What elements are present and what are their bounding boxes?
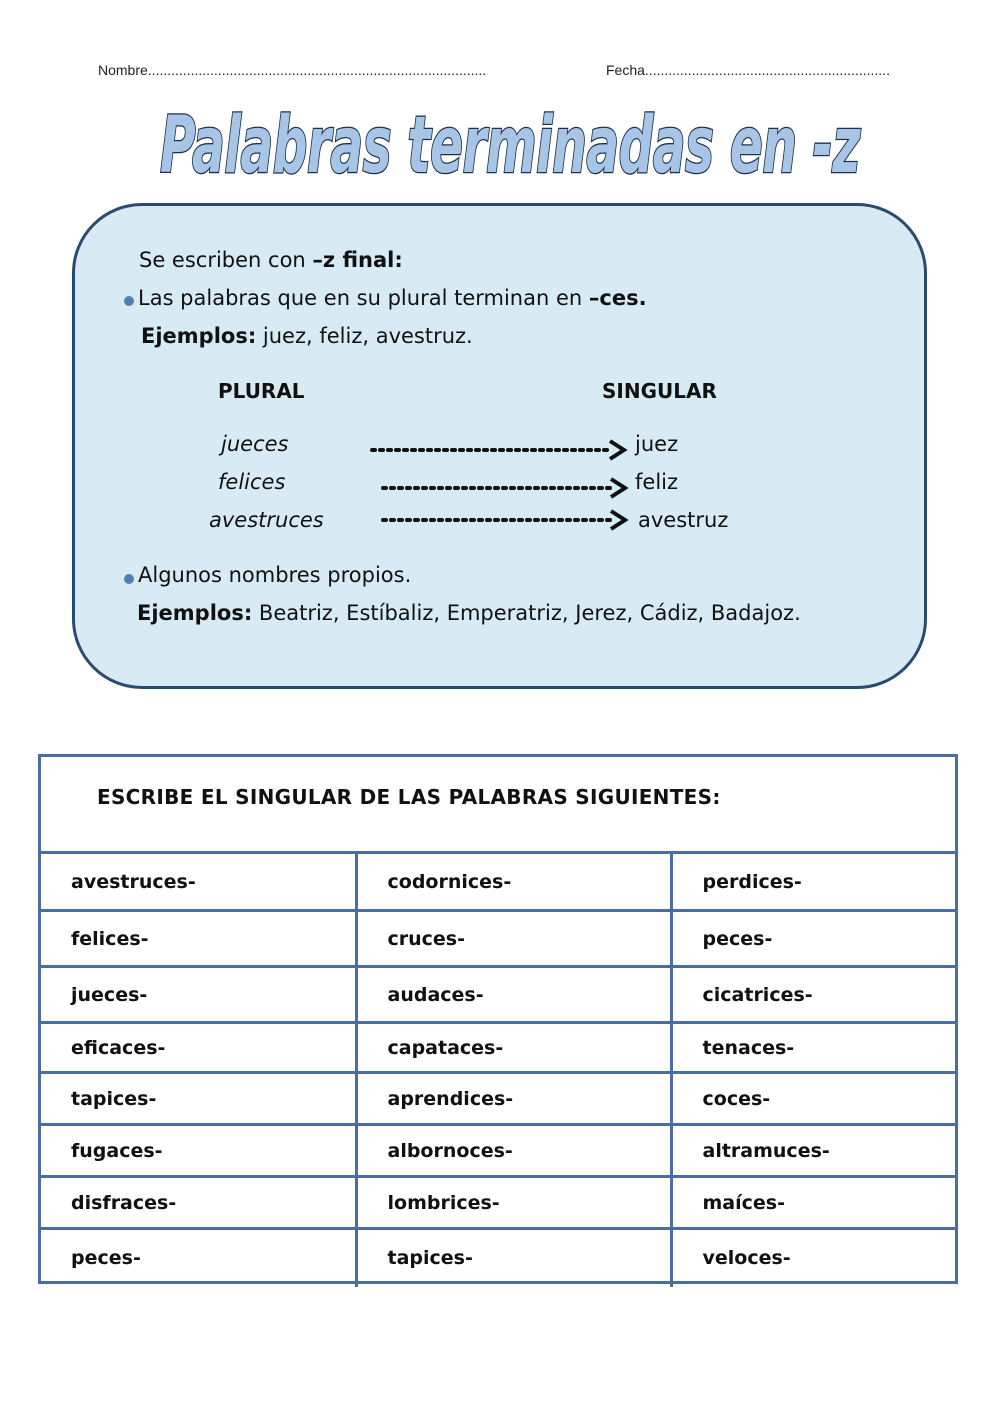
date-field-label: Fecha............................................................... (606, 62, 890, 78)
plural-word: avestruces (209, 508, 324, 532)
rule-intro: Se escriben con –z final: (139, 248, 403, 272)
word-cell[interactable]: tapices- (41, 1073, 356, 1125)
exercise-table (41, 851, 955, 1287)
word-cell[interactable]: avestruces- (41, 853, 356, 911)
plural-column-heading: PLURAL (218, 379, 305, 403)
singular-word: feliz (635, 470, 679, 494)
table-row (41, 1073, 955, 1125)
page-title (140, 92, 880, 202)
word-cell[interactable]: fugaces- (41, 1125, 356, 1177)
word-cell[interactable]: lombrices- (356, 1177, 671, 1229)
name-field-label: Nombre....................................................................................... (98, 62, 487, 78)
word-cell[interactable]: peces- (671, 911, 955, 967)
word-cell[interactable]: codornices- (356, 853, 671, 911)
word-cell[interactable]: disfraces- (41, 1177, 356, 1229)
examples-2: Ejemplos: Beatriz, Estíbaliz, Emperatriz, Jerez, Cádiz, Badajoz. (137, 601, 801, 625)
word-cell[interactable]: capataces- (356, 1023, 671, 1073)
word-cell[interactable]: peces- (41, 1229, 356, 1287)
exercise-title: ESCRIBE EL SINGULAR DE LAS PALABRAS SIGUIENTES: (97, 785, 721, 809)
word-cell[interactable]: perdices- (671, 853, 955, 911)
table-row (41, 1177, 955, 1229)
table-row (41, 1023, 955, 1073)
word-cell[interactable]: veloces- (671, 1229, 955, 1287)
word-cell[interactable]: cicatrices- (671, 967, 955, 1023)
word-cell[interactable]: tenaces- (671, 1023, 955, 1073)
word-cell[interactable]: maíces- (671, 1177, 955, 1229)
bullet-icon (124, 296, 134, 306)
word-cell[interactable]: felices- (41, 911, 356, 967)
table-row (41, 967, 955, 1023)
table-row (41, 1125, 955, 1177)
plural-word: felices (218, 470, 286, 494)
word-cell[interactable]: cruces- (356, 911, 671, 967)
examples-1: Ejemplos: juez, feliz, avestruz. (141, 324, 473, 348)
word-cell[interactable]: jueces- (41, 967, 356, 1023)
rule-box (72, 203, 927, 689)
dotted-arrow-icon (381, 508, 631, 532)
page-title-text: Palabras terminadas en -z (160, 101, 861, 191)
word-cell[interactable]: altramuces- (671, 1125, 955, 1177)
table-row (41, 853, 955, 911)
word-cell[interactable]: eficaces- (41, 1023, 356, 1073)
bullet-icon (124, 574, 134, 584)
table-row (41, 911, 955, 967)
plural-word: jueces (221, 432, 289, 456)
table-row (41, 1229, 955, 1287)
word-cell[interactable]: coces- (671, 1073, 955, 1125)
rule-1: Las palabras que en su plural terminan en –ces. (138, 286, 647, 310)
dotted-arrow-icon (370, 438, 630, 462)
word-cell[interactable]: albornoces- (356, 1125, 671, 1177)
singular-column-heading: SINGULAR (602, 379, 717, 403)
exercise-box (38, 754, 958, 1284)
singular-word: avestruz (638, 508, 729, 532)
dotted-arrow-icon (381, 476, 631, 500)
rule-2: Algunos nombres propios. (138, 563, 412, 587)
word-cell[interactable]: tapices- (356, 1229, 671, 1287)
word-cell[interactable]: aprendices- (356, 1073, 671, 1125)
singular-word: juez (635, 432, 679, 456)
word-cell[interactable]: audaces- (356, 967, 671, 1023)
